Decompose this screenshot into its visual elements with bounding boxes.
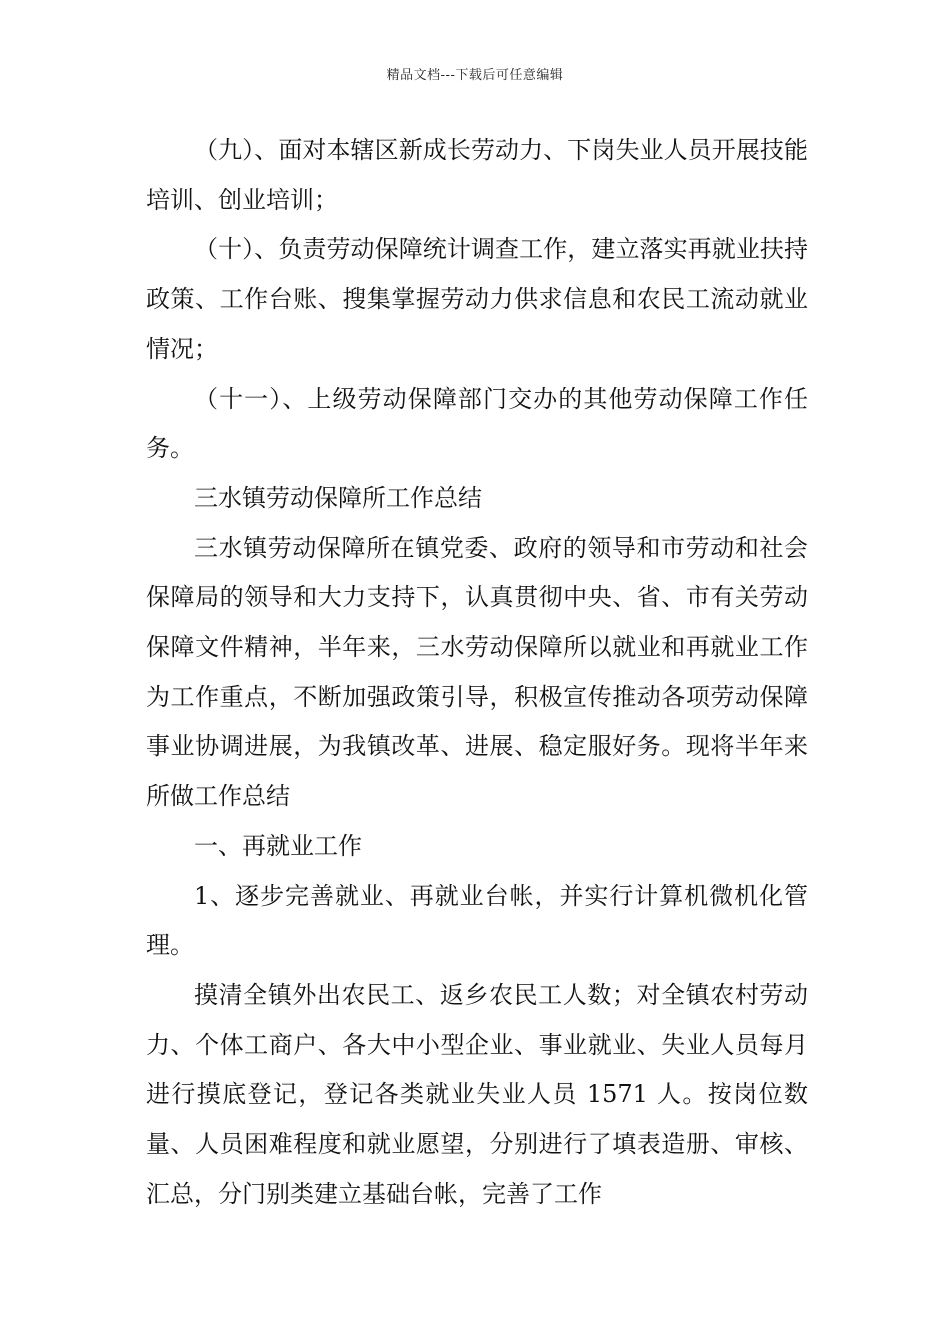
paragraph-details: 摸清全镇外出农民工、返乡农民工人数；对全镇农村劳动力、个体工商户、各大中小型企业、事业就业、失业人员每月进行摸底登记，登记各类就业失业人员 1571 人。按岗位数量、人员困难程度和就业愿望，分别进行了填表造册、审核、汇总，分门别类建立基础台帐，完善了工作 bbox=[146, 980, 808, 1208]
paragraph-intro: 三水镇劳动保障所在镇党委、政府的领导和市劳动和社会保障局的领导和大力支持下，认真贯彻中央、省、市有关劳动保障文件精神，半年来，三水劳动保障所以就业和再就业工作为工作重点，不断加强政策引导，积极宣传推动各项劳动保障事业协调进展，为我镇改革、进展、稳定服好务。现将半年来所做工作总结 bbox=[146, 533, 808, 811]
document-body bbox=[146, 126, 808, 1219]
paragraph-item-9: （九）、面对本辖区新成长劳动力、下岗失业人员开展技能培训、创业培训； bbox=[146, 136, 808, 214]
paragraph-point-1: 1、逐步完善就业、再就业台帐，并实行计算机微机化管理。 bbox=[146, 881, 808, 960]
paragraph-item-10: （十）、负责劳动保障统计调查工作，建立落实再就业扶持政策、工作台账、搜集掌握劳动力供求信息和农民工流动就业情况； bbox=[146, 235, 808, 363]
section-heading-reemployment: 一、再就业工作 bbox=[194, 831, 362, 860]
section-title: 三水镇劳动保障所工作总结 bbox=[194, 483, 482, 512]
paragraph-item-11: （十一）、上级劳动保障部门交办的其他劳动保障工作任务。 bbox=[146, 384, 808, 463]
page-header: 精品文档---下载后可任意编辑 bbox=[386, 68, 564, 83]
